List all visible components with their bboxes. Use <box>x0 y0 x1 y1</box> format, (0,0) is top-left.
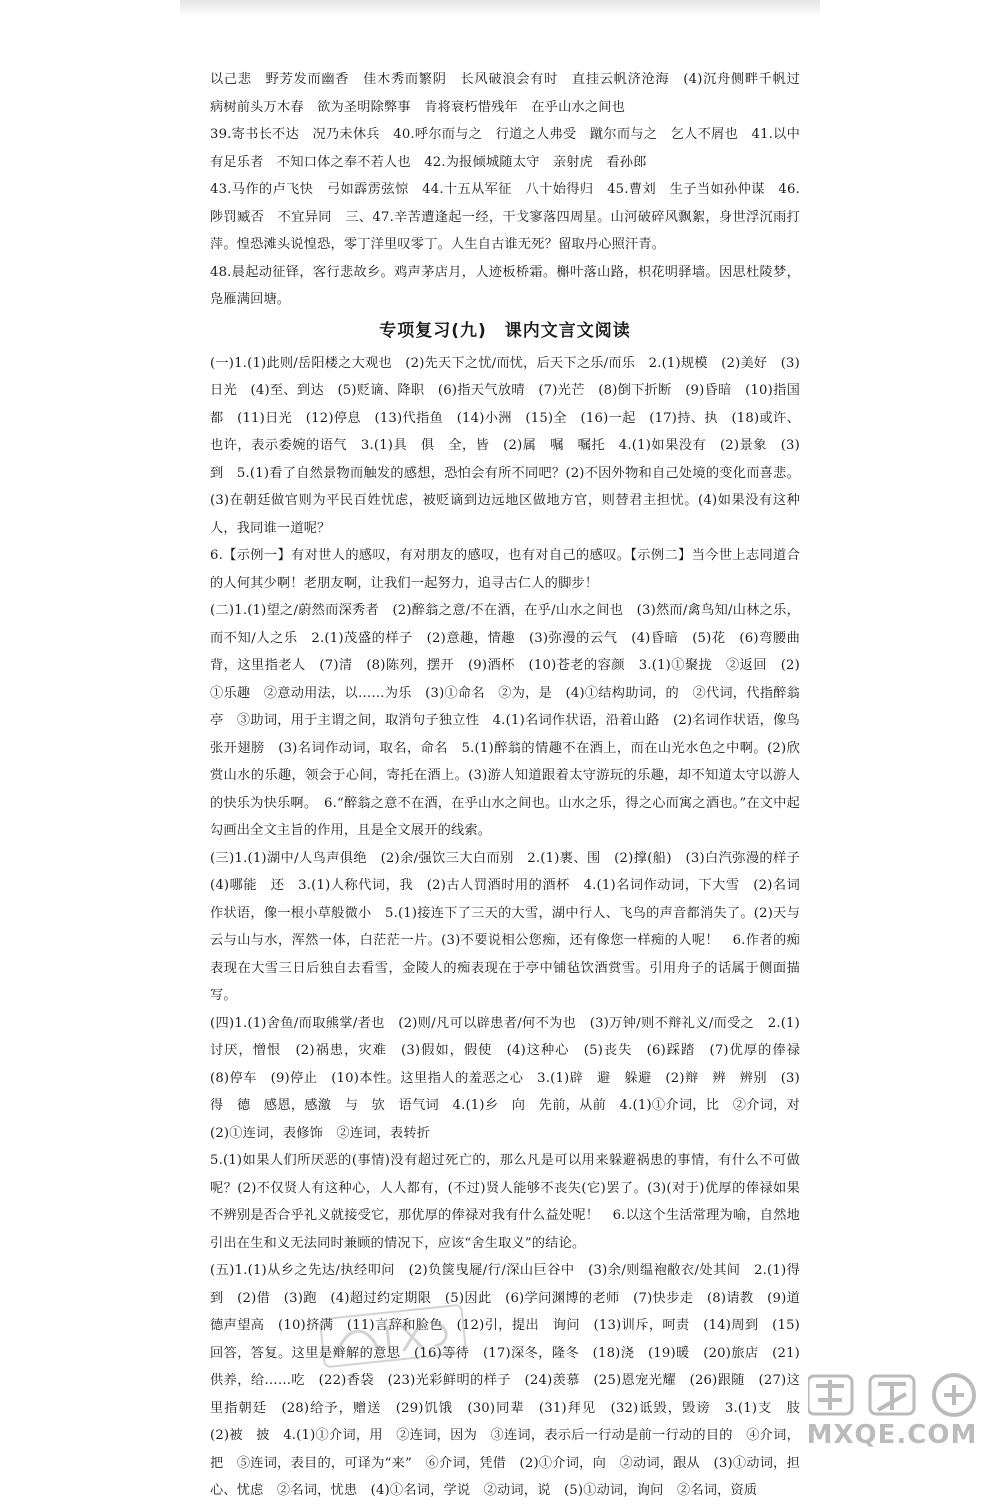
answer-block-1: (一)1.(1)此则/岳阳楼之大观也 (2)先天下之忧/而忧，后天下之乐/而乐 2.(1)规模 (2)美好 (3)日光 (4)至、到达 (5)贬谪、降职 (6)指天气放晴 (7)光芒 (8)倒下折断 (9)昏暗 (10)指国都 (11)日光 (12)停息 (13)代指鱼 (14)小洲 (15)全 (16)一起 (17)持、执 (18)或许、也许，表示委婉的语气 3.(1)具 俱 全，皆 (2)属 嘱 嘱托 4.(1)如果没有 (2)景象 (3)到 5.(1)看了自然景物而触发的感想，恐怕会有所不同吧？(2)不因外物和自己处境的变化而喜悲。(3)在朝廷做官则为平民百姓忧虑，被贬谪到边远地区做地方官，则替君主担忧。(4)如果没有这种人，我同谁一道呢？ <box>210 355 800 536</box>
answer-block-5: (四)1.(1)舍鱼/而取熊掌/者也 (2)则/凡可以辟患者/何不为也 (3)万钟/则不辩礼义/而受之 2.(1)讨厌，憎恨 (2)祸患，灾难 (3)假如，假使 (4)这种心 (5)丧失 (6)踩踏 (7)优厚的俸禄 (8)停车 (9)停止 (10)本性。这里指人的羞恶之心 3.(1)辟 避 躲避 (2)辩 辨 辨别 (3)得 德 感恩，感激 与 欤 语气词 4.(1)乡 向 先前，从前 4.(1)①介词，比 ②介词，对 (2)①连词，表修饰 ②连词，表转折 <box>210 1015 814 1141</box>
answer-block-3: (二)1.(1)望之/蔚然而深秀者 (2)醉翁之意/不在酒，在乎/山水之间也 (3)然而/禽鸟知/山林之乐，而不知/人之乐 2.(1)茂盛的样子 (2)意趣，情趣 (3)弥漫的云气 (4)昏暗 (5)花 (6)弯腰曲背，这里指老人 (7)清 (8)陈列，摆开 (9)酒杯 (10)苍老的容颜 3.(1)①聚拢 ②返回 (2)①乐趣 ②意动用法，以……为乐 (3)①命名 ②为，是 (4)①结构助词，的 ②代词，代指醉翁亭 ③助词，用于主谓之间，取消句子独立性 4.(1)名词作状语，沿着山路 (2)名词作状语，像鸟张开翅膀 (3)名词作动词，取名，命名 5.(1)醉翁的情趣不在酒上，而在山光水色之中啊。(2)欣赏山水的乐趣，领会于心间，寄托在酒上。(3)游人知道跟着太守游玩的乐趣，却不知道太守以游人的快乐为快乐啊。 6.“醉翁之意不在酒，在乎山水之间也。山水之乐，得之心而寓之酒也。”在文中起勾画出全文主旨的作用，且是全文展开的线索。 <box>210 603 800 838</box>
answer-block-2: 6.【示例一】有对世人的感叹，有对朋友的感叹，也有对自己的感叹。【示例二】当今世上志同道合的人何其少啊！老朋友啊，让我们一起努力，追寻古仁人的脚步！ <box>210 548 800 591</box>
paragraph-3: 43.马作的卢飞快 弓如霹雳弦惊 44.十五从军征 八十始得归 45.曹刘 生子当如孙仲谋 46.陟罚臧否 不宜异同 三、47.辛苦遭逢起一经，干戈寥落四周星。山河破碎风飘絮，身世浮沉雨打萍。惶恐滩头说惶恐，零丁洋里叹零丁。人生自古谁无死？留取丹心照汗青。 <box>210 182 800 252</box>
section-title: 专项复习(九) 课内文言文阅读 <box>379 320 631 341</box>
watermark-logo <box>800 1370 980 1452</box>
paragraph-2: 39.寄书长不达 况乃未休兵 40.呼尔而与之 行道之人弗受 蹴尔而与之 乞人不屑也 41.以中有足乐者 不知口体之奉不若人也 42.为报倾城随太守 亲射虎 看孙郎 <box>210 127 800 170</box>
paragraph-1: 以己悲 野芳发而幽香 佳木秀而繁阴 长风破浪会有时 直挂云帆济沧海 (4)沉舟侧畔千帆过 病树前头万木春 欲为圣明除弊事 肯将衰朽惜残年 在乎山水之间也 <box>210 72 814 115</box>
watermark-url: MXQE.COM <box>806 1420 978 1450</box>
watermark-logo-icon <box>808 1370 980 1418</box>
paragraph-4: 48.晨起动征铎，客行悲故乡。鸡声茅店月，人迹板桥霜。槲叶落山路，枳花明驿墙。因思杜陵梦，凫雁满回塘。 <box>210 264 800 307</box>
scan-top-shadow <box>180 0 820 16</box>
answer-block-4: (三)1.(1)湖中/人鸟声俱绝 (2)余/强饮三大白而别 2.(1)裹、围 (2)撑(船) (3)白汽弥漫的样子 (4)哪能 还 3.(1)人称代词，我 (2)古人罚酒时用的酒杯 4.(1)名词作动词，下大雪 (2)名词作状语，像一根小草般微小 5.(1)接连下了三天的大雪，湖中行人、飞鸟的声音都消失了。(2)天与云与山与水，浑然一体，白茫茫一片。(3)不要说相公您痴，还有像您一样痴的人呢！ 6.作者的痴表现在大雪三日后独自去看雪，金陵人的痴表现在于亭中铺毡饮酒赏雪。引用舟子的话属于侧面描写。 <box>210 850 814 1003</box>
answer-block-7: (五)1.(1)从乡之先达/执经叩问 (2)负箧曳屣/行/深山巨谷中 (3)余/则缊袍敝衣/处其间 2.(1)得到 (2)借 (3)跑 (4)超过约定期限 (5)因此 (6)学问渊博的老师 (7)快步走 (8)请教 (9)道德声望高 (10)挤满 (11)言辞和脸色 (12)引，提出 询问 (13)训斥，呵责 (14)周到 (15)回答，答复。这里是辩解的意思 (16)等待 (17)深冬，隆冬 (18)浇 (19)暖 (20)旅店 (21)供养，给……吃 (22)香袋 (23)光彩鲜明的样子 (24)羡慕 (25)恩宠光耀 (26)跟随 (27)这里指朝廷 (28)给予，赠送 (29)饥饿 (30)同辈 (31)拜见 (32)诋毁，毁谤 3.(1)支 肢 (2)被 披 4.(1)①介词，用 ②连词，因为 ③连词，表示后一行动是前一行动的目的 ④介词，把 ⑤连词，表目的，可译为“来” ⑥介词，凭借 (2)①介词，向 ②动词，跟从 (3)①动词，担心、忧虑 ②名词，忧患 (4)①名词，学说 ②动词，说 (5)①动词，询问 ②名词，资质 <box>210 1263 814 1498</box>
answer-content <box>210 66 814 1505</box>
answer-block-6: 5.(1)如果人们所厌恶的(事情)没有超过死亡的，那么凡是可以用来躲避祸患的事情，有什么不可做呢？(2)不仅贤人有这种心，人人都有，(不过)贤人能够不丧失(它)罢了。(3)(对于)优厚的俸禄如果不辨别是否合乎礼义就接受它，那优厚的俸禄对我有什么益处呢！ 6.以这个生活常理为喻，自然地引出在生和义无法同时兼顾的情况下，应该“舍生取义”的结论。 <box>210 1153 800 1251</box>
